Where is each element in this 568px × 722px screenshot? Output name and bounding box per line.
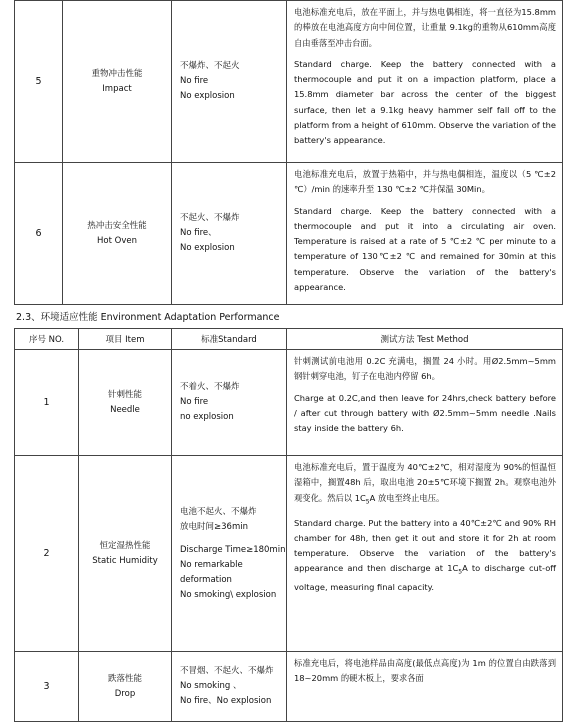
item-en: Static Humidity xyxy=(92,555,158,566)
item-en: Drop xyxy=(114,688,136,699)
test-method-cell xyxy=(287,1,563,163)
std-line: No fire xyxy=(180,76,209,86)
std-line: No fire xyxy=(180,397,209,407)
std-line: 不爆炸、不起火 xyxy=(180,61,240,71)
item-cn: 跌落性能 xyxy=(107,673,142,684)
method-cn: 电池标准充电后，放置于热箱中，并与热电偶相连，温度以（5 ℃±2 ℃）/min 的速率升至 130 ℃±2 ℃并保温 30Min。 xyxy=(294,169,556,195)
method-en xyxy=(294,516,556,596)
std-line: no explosion xyxy=(180,412,234,422)
subscript: 5 xyxy=(365,498,370,506)
std-line: No fire、No explosion xyxy=(180,696,272,706)
std-line: No remarkable deformation xyxy=(180,559,243,585)
table-row xyxy=(15,456,563,652)
item-en: Needle xyxy=(110,404,140,415)
header-standard: 标准Standard xyxy=(172,329,287,350)
std-line: 不起火、不爆炸 xyxy=(180,213,240,223)
item-cn: 热冲击安全性能 xyxy=(87,220,147,231)
header-method: 测试方法 Test Method xyxy=(287,329,563,350)
method-en: Charge at 0.2C,and then leave for 24hrs,check battery before / after cut through battery with Ø2.5mm~5mm needle .Nails stay inside the battery 6h. xyxy=(294,392,556,434)
standard-cell xyxy=(172,652,287,722)
test-method-cell xyxy=(287,652,563,722)
standard-cell xyxy=(172,350,287,456)
standard-cell xyxy=(172,456,287,652)
row-number: 2 xyxy=(15,456,79,652)
std-line: 不着火、不爆炸 xyxy=(180,382,240,392)
method-en: Standard charge. Keep the battery connected with a thermocouple and put it on a impaction platform, place a 15.8mm diameter bar across the center of the biggest surface, then let a 9.1kg heavy hammer self fall off to the platform from a height of 610mm. Observe the variation of the battery's appearance. xyxy=(294,58,556,146)
standard-cell xyxy=(172,163,287,305)
test-method-cell xyxy=(287,456,563,652)
std-line: No explosion xyxy=(180,243,235,253)
item-en: Impact xyxy=(102,83,132,94)
item-cn: 重物冲击性能 xyxy=(91,68,143,79)
test-method-cell xyxy=(287,350,563,456)
test-method-cell xyxy=(287,163,563,305)
test-item xyxy=(79,456,172,652)
environment-table xyxy=(14,328,563,722)
section-title: 2.3、环境适应性能 Environment Adaptation Performance xyxy=(16,312,280,323)
table-row xyxy=(15,163,563,305)
std-line: No smoking 、 xyxy=(180,681,242,691)
method-en: Standard charge. Keep the battery connected with a thermocouple and put it into a circulating air oven. Temperature is raised at a rate of 5 ℃±2 ℃ per minute to a temperature of 130℃±2 ℃ and remained for 30min at this temperature. Observe the variation of the battery's appearance. xyxy=(294,205,556,293)
std-line: No smoking\ explosion xyxy=(180,589,277,600)
test-item xyxy=(79,652,172,722)
std-line: No fire、 xyxy=(180,228,217,238)
impact-oven-table xyxy=(14,0,563,305)
method-en-text: A to discharge cut-off voltage, measuring final capacity. xyxy=(294,563,556,593)
method-en-text: Standard charge. Put the battery into a 40℃±2℃ and 90% RH chamber for 48h, then get it out and store it for 2h at room temperature. Observe the variation of the battery's appearance and then discharge at 1C xyxy=(294,517,556,574)
row-number: 6 xyxy=(15,163,63,305)
row-number: 3 xyxy=(15,652,79,722)
std-line: No explosion xyxy=(180,91,235,101)
method-cn: 标准充电后，将电池样品由高度(最低点高度)为 1m 的位置自由跌落到 18~20mm 的硬木板上，要求各面 xyxy=(294,658,556,684)
std-line: Discharge Time≥180min xyxy=(180,544,286,555)
item-cn: 针刺性能 xyxy=(107,389,142,400)
item-cn: 恒定湿热性能 xyxy=(99,540,151,551)
method-cn: 针刺测试前电池用 0.2C 充满电，搁置 24 小时。用Ø2.5mm~5mm钢针刺穿电池，钉子在电池内停留 6h。 xyxy=(294,356,556,382)
subscript: 5 xyxy=(458,569,463,577)
row-number: 5 xyxy=(15,1,63,163)
method-cn: 电池标准充电后，放在平面上，并与热电偶相连，将一直径为15.8mm的棒放在电池高度方向中间位置，让重量 9.1kg的重物从610mm高度自由垂落至冲击台面。 xyxy=(294,7,556,48)
test-item xyxy=(63,163,172,305)
table-row xyxy=(15,1,563,163)
test-item xyxy=(63,1,172,163)
method-cn-text: 电池标准充电后，置于温度为 40℃±2℃，相对湿度为 90%的恒温恒湿箱中，搁置48h 后，取出电池 20±5℃环境下搁置 2h。观察电池外观变化。然后以 1C xyxy=(294,462,556,503)
header-item: 项目 Item xyxy=(79,329,172,350)
row-number: 1 xyxy=(15,350,79,456)
std-line: 电池不起火、不爆炸 xyxy=(180,506,257,517)
std-line: 放电时间≥36min xyxy=(180,521,248,532)
test-item xyxy=(79,350,172,456)
standard-cell xyxy=(172,1,287,163)
method-cn xyxy=(294,460,556,510)
header-row xyxy=(15,329,563,350)
table-row xyxy=(15,652,563,722)
header-no: 序号 NO. xyxy=(15,329,79,350)
item-en: Hot Oven xyxy=(97,235,137,246)
std-line: 不冒烟、不起火、不爆炸 xyxy=(180,666,274,676)
method-cn-text: A 放电至终止电压。 xyxy=(369,492,445,503)
table-row xyxy=(15,350,563,456)
